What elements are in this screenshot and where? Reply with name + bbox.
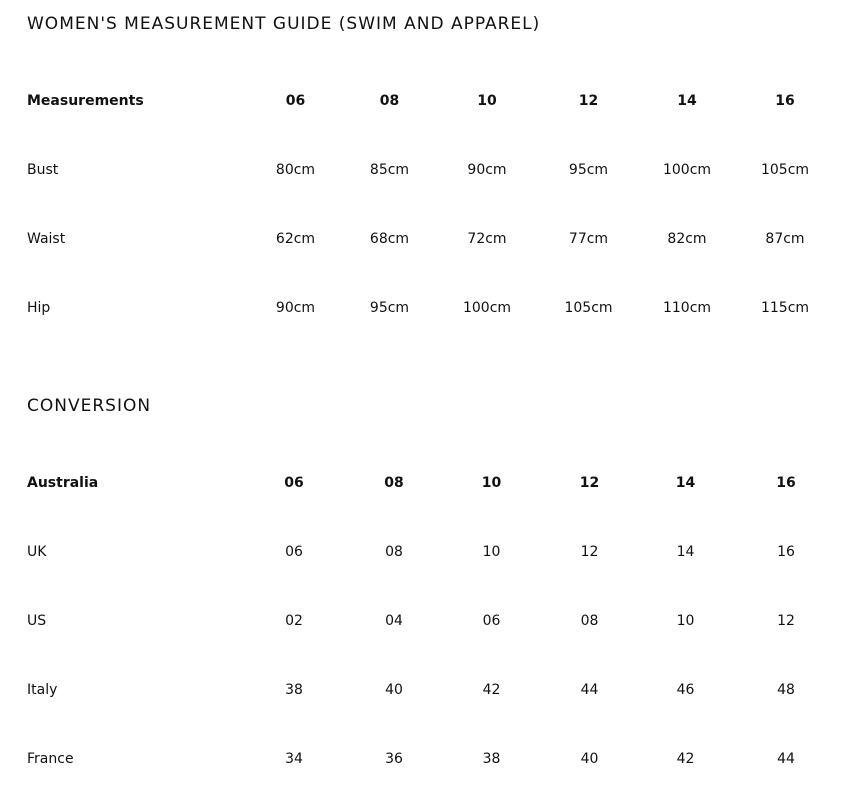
- row-label: US: [27, 612, 47, 629]
- table-cell: 85cm: [369, 161, 410, 178]
- table-cell: 100cm: [462, 299, 512, 316]
- table-cell: 82cm: [667, 230, 707, 247]
- row-label: UK: [27, 543, 47, 560]
- table-cell: 44: [580, 681, 599, 698]
- table-cell: 34: [285, 750, 303, 767]
- table-header-row: [21, 448, 848, 517]
- measurement-table: [21, 66, 838, 342]
- table-cell: 62cm: [275, 230, 316, 247]
- table-cell: 48: [777, 681, 795, 698]
- table-cell: 42: [482, 681, 501, 698]
- table-row: [21, 204, 838, 273]
- table-cell: 95cm: [369, 299, 410, 316]
- table-cell: 95cm: [568, 161, 609, 178]
- table-cell: 68cm: [369, 230, 410, 247]
- table-row: [21, 724, 848, 793]
- conversion-title: CONVERSION: [27, 396, 152, 416]
- table-cell: 38: [482, 750, 501, 767]
- table-cell: 115cm: [760, 299, 810, 316]
- size-header: 14: [677, 92, 697, 109]
- header-label: Measurements: [27, 92, 144, 109]
- table-row: [21, 273, 838, 342]
- table-row: [21, 517, 848, 586]
- table-cell: 08: [580, 612, 599, 629]
- table-cell: 105cm: [760, 161, 810, 178]
- size-header: 12: [579, 474, 600, 491]
- table-cell: 40: [385, 681, 403, 698]
- table-cell: 02: [285, 612, 303, 629]
- header-label: Australia: [27, 474, 99, 491]
- size-header: 14: [675, 474, 696, 491]
- table-cell: 10: [482, 543, 501, 560]
- size-header: 16: [776, 474, 796, 491]
- table-cell: 44: [777, 750, 795, 767]
- conversion-table: [21, 448, 848, 793]
- table-cell: 04: [385, 612, 403, 629]
- table-row: [21, 655, 848, 724]
- table-cell: 90cm: [275, 299, 316, 316]
- table-cell: 100cm: [662, 161, 712, 178]
- table-cell: 40: [580, 750, 599, 767]
- table-cell: 87cm: [765, 230, 805, 247]
- table-cell: 72cm: [467, 230, 507, 247]
- row-label: Waist: [27, 230, 66, 247]
- table-cell: 90cm: [467, 161, 507, 178]
- table-cell: 08: [385, 543, 403, 560]
- size-header: 10: [477, 92, 497, 109]
- table-cell: 10: [676, 612, 695, 629]
- table-header-row: [21, 66, 838, 135]
- size-header: 08: [384, 474, 404, 491]
- size-header: 12: [578, 92, 599, 109]
- row-label: Bust: [27, 161, 59, 178]
- table-cell: 16: [777, 543, 795, 560]
- measurement-guide-title: WOMEN'S MEASUREMENT GUIDE (SWIM AND APPAREL): [27, 14, 541, 34]
- table-cell: 12: [777, 612, 795, 629]
- size-header: 10: [481, 474, 502, 491]
- size-header: 16: [775, 92, 795, 109]
- row-label: France: [27, 750, 74, 767]
- table-cell: 14: [676, 543, 695, 560]
- row-label: Hip: [27, 299, 51, 316]
- table-cell: 105cm: [564, 299, 613, 316]
- table-cell: 36: [385, 750, 403, 767]
- table-cell: 46: [676, 681, 695, 698]
- table-cell: 12: [580, 543, 599, 560]
- table-cell: 06: [285, 543, 303, 560]
- table-cell: 06: [482, 612, 501, 629]
- table-cell: 38: [285, 681, 303, 698]
- table-row: [21, 135, 838, 204]
- table-row: [21, 586, 848, 655]
- table-cell: 77cm: [568, 230, 609, 247]
- table-cell: 80cm: [275, 161, 316, 178]
- size-header: 06: [284, 474, 304, 491]
- table-cell: 42: [676, 750, 695, 767]
- size-header: 06: [285, 92, 306, 109]
- size-header: 08: [379, 92, 400, 109]
- row-label: Italy: [27, 681, 58, 698]
- table-cell: 110cm: [662, 299, 712, 316]
